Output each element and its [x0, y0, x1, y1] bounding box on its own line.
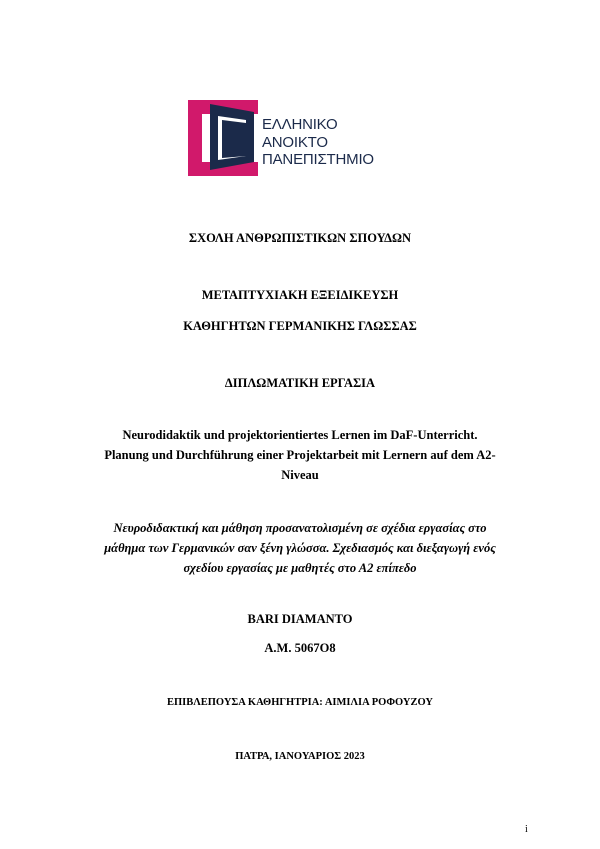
- student-id: A.M. 5067O8: [264, 641, 336, 655]
- title-greek-line-3: σχεδίου εργασίας με μαθητές στο Α2 επίπεδο: [183, 561, 417, 575]
- school-name: ΣΧΟΛΗ ΑΝΘΡΩΠΙΣΤΙΚΩΝ ΣΠΟΥΔΩΝ: [188, 231, 412, 245]
- program-line-2: ΚΑΘΗΓΗΤΩΝ ΓΕΡΜΑΝΙΚΗΣ ΓΛΩΣΣΑΣ: [183, 319, 417, 333]
- thesis-type: ΔΙΠΛΩΜΑΤΙΚΗ ΕΡΓΑΣΙΑ: [224, 376, 376, 390]
- logo-text-line-3: ΠΑΝΕΠΙΣΤΗΜΙΟ: [262, 151, 374, 168]
- supervisor: ΕΠΙΒΛΕΠΟΥΣΑ ΚΑΘΗΓΗΤΡΙΑ: ΑΙΜΙΛΙΑ ΡΟΦΟΥΖΟΥ: [166, 697, 434, 708]
- place-date: ΠΑΤΡΑ, ΙΑΝΟΥΑΡΙΟΣ 2023: [235, 751, 365, 762]
- title-german: [70, 425, 530, 485]
- university-logo-text: [262, 116, 374, 169]
- title-greek: [70, 518, 530, 578]
- title-greek-line-1: Νευροδιδακτική και μάθηση προσανατολισμένη σε σχέδια εργασίας στο: [113, 521, 487, 535]
- title-german-line-2: Planung und Durchführung einer Projektarbeit mit Lernern auf dem A2-: [104, 448, 496, 462]
- logo-text-line-2: ΑΝΟΙΚΤΟ: [262, 133, 328, 151]
- page-number: i: [525, 824, 528, 835]
- title-german-line-3: Niveau: [281, 468, 319, 482]
- university-logo-mark-icon: [188, 100, 258, 176]
- title-greek-line-2: μάθημα των Γερμανικών σαν ξένη γλώσσα. Σχεδιασμός και διεξαγωγή ενός: [104, 541, 496, 555]
- university-logo: [188, 100, 408, 176]
- logo-text-line-1: ΕΛΛΗΝΙΚΟ: [262, 116, 338, 133]
- program-line-1: ΜΕΤΑΠΤΥΧΙΑΚΗ ΕΞΕΙΔΙΚΕΥΣΗ: [201, 288, 399, 302]
- title-german-line-1: Neurodidaktik und projektorientiertes Lernen im DaF-Unterricht.: [122, 428, 478, 442]
- author-name: BARI DIAMANTO: [247, 612, 353, 626]
